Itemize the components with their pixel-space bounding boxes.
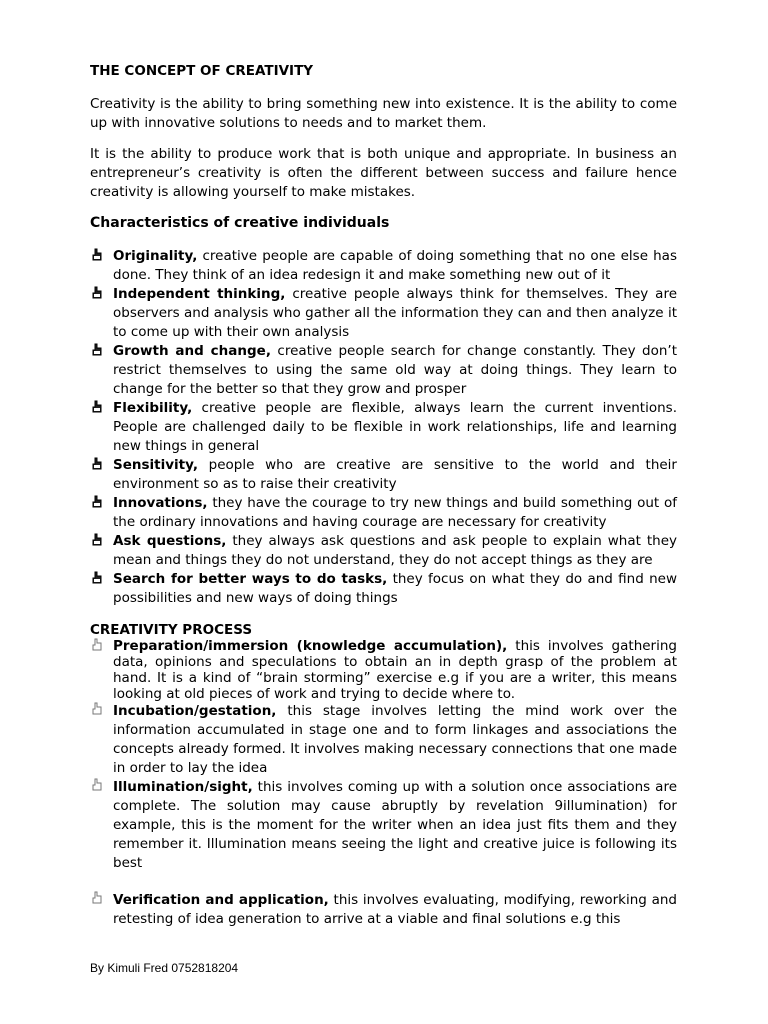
list-item: Originality, creative people are capable of doing something that no one else has done. They think of an idea redesign it and make something new out of it bbox=[90, 247, 677, 285]
list-item: Incubation/gestation, this stage involves letting the mind work over the information accumulated in stage one and to form linkages and associations the concepts already formed. It involves making necessary connections that one made in order to lay the idea bbox=[90, 702, 677, 778]
list-item: Preparation/immersion (knowledge accumulation), this involves gathering data, opinions and speculations to obtain an in depth grasp of the problem at hand. It is a kind of “brain storming” exercise e.g if you are a writer, this means looking at old pieces of work and trying to decide where to. bbox=[90, 638, 677, 702]
list-item: Independent thinking, creative people always think for themselves. They are observers and analysis who gather all the information they can and then analyze it to come up with their own analysis bbox=[90, 285, 677, 342]
list-item: Innovations, they have the courage to try new things and build something out of the ordinary innovations and having courage are necessary for creativity bbox=[90, 494, 677, 532]
list-item: Flexibility, creative people are flexible, always learn the current inventions. People are challenged daily to be flexible in work relationships, life and learning new things in general bbox=[90, 399, 677, 456]
page-footer: By Kimuli Fred 0752818204 bbox=[90, 961, 239, 975]
pointing-hand-outline-icon bbox=[90, 638, 104, 652]
characteristics-list bbox=[90, 247, 677, 608]
list-item: Search for better ways to do tasks, they focus on what they do and find new possibilities and new ways of doing things bbox=[90, 570, 677, 608]
pointing-hand-filled-icon bbox=[90, 495, 104, 509]
business-paragraph: It is the ability to produce work that is both unique and appropriate. In business an entrepreneur’s creativity is often the different between success and failure hence creativity is allowing yourself to make mistakes. bbox=[90, 146, 677, 200]
list-item: Growth and change, creative people search for change constantly. They don’t restrict themselves to using the same old way at doing things. They learn to change for the better so that they grow and prosper bbox=[90, 342, 677, 399]
intro-paragraph: Creativity is the ability to bring something new into existence. It is the ability to come up with innovative solutions to needs and to market them. bbox=[90, 96, 677, 131]
list-item: Ask questions, they always ask questions and ask people to explain what they mean and things they do not understand, they do not accept things as they are bbox=[90, 532, 677, 570]
pointing-hand-filled-icon bbox=[90, 533, 104, 547]
list-item: Sensitivity, people who are creative are sensitive to the world and their environment so as to raise their creativity bbox=[90, 456, 677, 494]
pointing-hand-outline-icon bbox=[90, 778, 104, 792]
pointing-hand-outline-icon bbox=[90, 702, 104, 716]
process-heading: CREATIVITY PROCESS bbox=[90, 622, 253, 638]
process-list bbox=[90, 638, 677, 929]
list-item: Verification and application, this involves evaluating, modifying, reworking and retesting of idea generation to arrive at a viable and final solutions e.g this bbox=[90, 891, 677, 929]
pointing-hand-filled-icon bbox=[90, 286, 104, 300]
characteristics-heading: Characteristics of creative individuals bbox=[90, 215, 390, 231]
document-title: THE CONCEPT OF CREATIVITY bbox=[90, 63, 314, 79]
pointing-hand-filled-icon bbox=[90, 248, 104, 262]
pointing-hand-filled-icon bbox=[90, 571, 104, 585]
pointing-hand-filled-icon bbox=[90, 457, 104, 471]
list-item: Illumination/sight, this involves coming up with a solution once associations are complete. The solution may cause abruptly by revelation 9illumination) for example, this is the moment for the writer when an idea just fits them and they remember it. Illumination means seeing the light and creative juice is following its best bbox=[90, 778, 677, 873]
pointing-hand-outline-icon bbox=[90, 891, 104, 905]
pointing-hand-filled-icon bbox=[90, 400, 104, 414]
pointing-hand-filled-icon bbox=[90, 343, 104, 357]
document-page bbox=[90, 62, 677, 929]
